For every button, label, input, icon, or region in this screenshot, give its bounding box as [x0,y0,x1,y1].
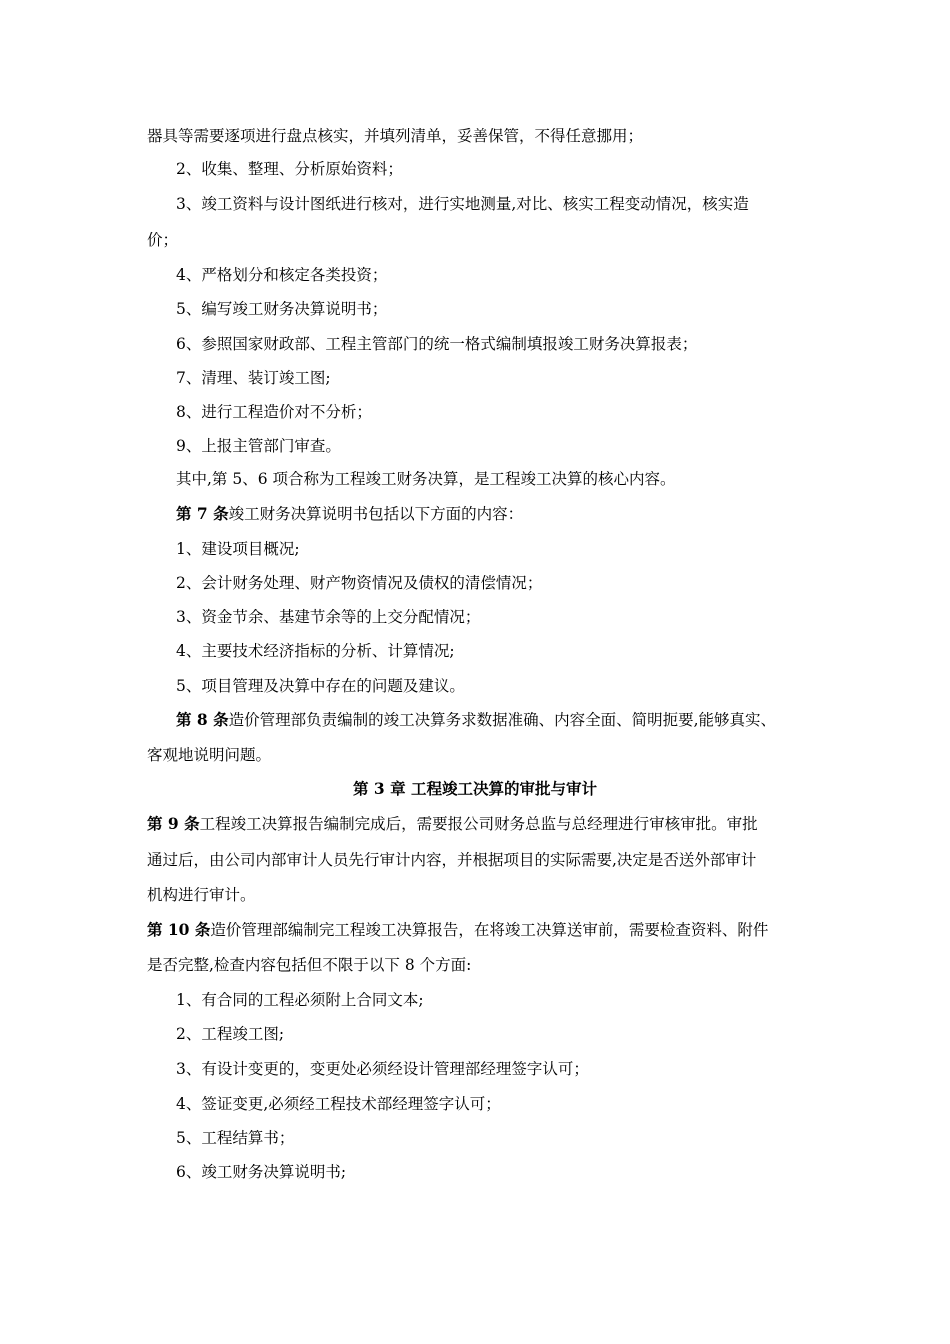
paragraph-line: 器具等需要逐项进行盘点核实，并填列清单，妥善保管，不得任意挪用； [147,127,644,145]
list-item: 2、会计财务处理、财产物资情况及债权的清偿情况； [176,574,543,592]
chapter-heading: 第 3 章 工程竣工决算的审批与审计 [353,779,597,798]
article-text: 造价管理部负责编制的竣工决算务求数据准确、内容全面、简明扼要,能够真实、 [228,711,777,729]
paragraph-line: 机构进行审计。 [147,886,256,904]
list-item: 5、编写竣工财务决算说明书； [176,300,388,318]
list-item: 3、竣工资料与设计图纸进行核对，进行实地测量,对比、核实工程变动情况，核实造 [176,195,749,213]
list-item: 4、严格划分和核定各类投资； [176,266,388,284]
article-label: 第 8 条 [176,710,229,729]
list-item: 6、竣工财务决算说明书; [176,1163,347,1181]
list-item: 3、有设计变更的，变更处必须经设计管理部经理签字认可； [176,1060,589,1078]
list-item: 7、清理、装订竣工图; [176,369,331,387]
article-text: 造价管理部编制完工程竣工决算报告，在将竣工决算送审前，需要检查资料、附件 [210,921,769,939]
article-text: 竣工财务决算说明书包括以下方面的内容： [228,505,524,523]
list-item: 4、签证变更,必须经工程技术部经理签字认可； [176,1095,501,1113]
article-text: 工程竣工决算报告编制完成后，需要报公司财务总监与总经理进行审核审批。审批 [199,815,758,833]
paragraph-line: 其中,第 5、6 项合称为工程竣工财务决算，是工程竣工决算的核心内容。 [176,470,676,488]
paragraph-line: 通过后，由公司内部审计人员先行审计内容，并根据项目的实际需要,决定是否送外部审计 [147,851,757,869]
list-item: 1、建设项目概况; [176,540,300,558]
article-9 [147,814,758,834]
list-item: 5、工程结算书； [176,1129,295,1147]
article-label: 第 10 条 [147,920,211,939]
paragraph-line: 客观地说明问题。 [147,746,272,764]
list-item: 1、有合同的工程必须附上合同文本; [176,991,424,1009]
list-item: 6、参照国家财政部、工程主管部门的统一格式编制填报竣工财务决算报表； [176,335,698,353]
article-8 [176,710,776,730]
list-item: 3、资金节余、基建节余等的上交分配情况； [176,608,481,626]
list-item-continuation: 价； [147,231,179,249]
list-item: 2、工程竣工图; [176,1025,285,1043]
article-label: 第 7 条 [176,504,229,523]
article-label: 第 9 条 [147,814,200,833]
list-item: 4、主要技术经济指标的分析、计算情况; [176,642,455,660]
paragraph-line: 是否完整,检查内容包括但不限于以下 8 个方面: [147,956,472,974]
list-item: 9、上报主管部门审查。 [176,437,341,455]
list-item: 5、项目管理及决算中存在的问题及建议。 [176,677,465,695]
list-item: 2、收集、整理、分析原始资料； [176,160,403,178]
article-10 [147,920,768,940]
list-item: 8、进行工程造价对不分析； [176,403,372,421]
article-7 [176,504,523,524]
